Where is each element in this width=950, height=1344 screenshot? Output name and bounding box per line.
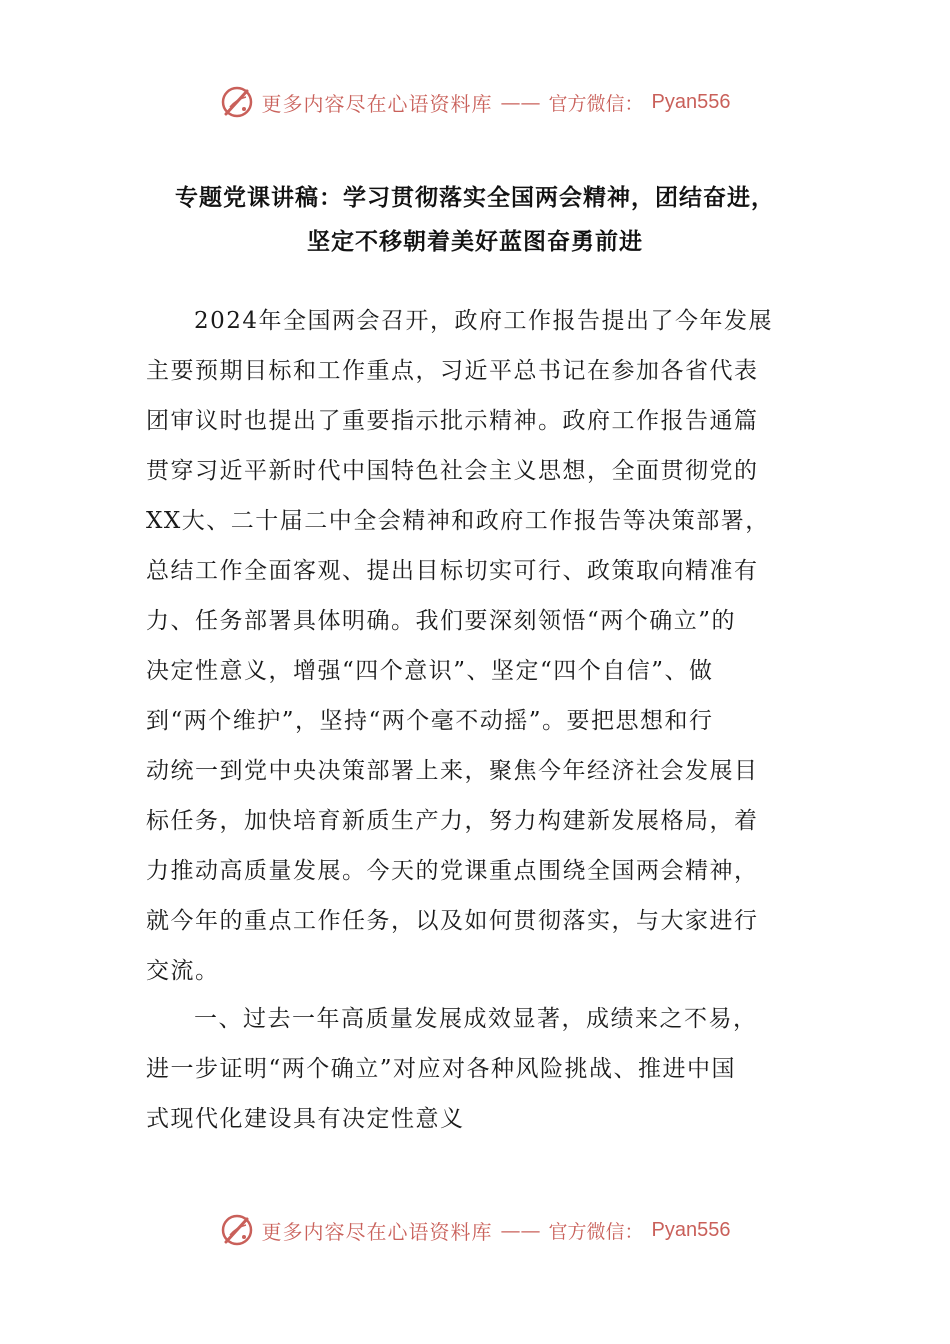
paragraph-line: 力、任务部署具体明确。我们要深刻领悟“两个确立”的 [146, 608, 737, 634]
paragraph-line: 力推动高质量发展。今天的党课重点围绕全国两会精神， [146, 858, 759, 884]
paragraph-line: 贯穿习近平新时代中国特色社会主义思想，全面贯彻党的 [146, 458, 759, 484]
paragraph-line: 标任务，加快培育新质生产力，努力构建新发展格局，着 [146, 808, 759, 834]
watermark-site-text: 更多内容尽在心语资料库 [261, 91, 493, 116]
pen-circle-logo-icon [220, 85, 254, 119]
watermark-wechat-id: Pyan556 [651, 1218, 731, 1241]
watermark-site-text: 更多内容尽在心语资料库 [261, 1219, 493, 1244]
watermark-separator: —— [500, 1218, 541, 1242]
header-watermark [0, 82, 950, 122]
paragraph-line: 2024年全国两会召开，政府工作报告提出了今年发展 [194, 308, 774, 334]
paragraph-line: XX大、二十届二中全会精神和政府工作报告等决策部署， [146, 508, 770, 534]
watermark-wechat-id: Pyan556 [651, 90, 731, 113]
paragraph-line: 式现代化建设具有决定性意义 [146, 1106, 465, 1132]
paragraph-line: 交流。 [146, 958, 220, 984]
title-line-2: 坚定不移朝着美好蓝图奋勇前进 [307, 229, 643, 255]
paragraph-line: 团审议时也提出了重要指示批示精神。政府工作报告通篇 [146, 408, 759, 434]
document-title [110, 176, 840, 264]
watermark-label: 官方微信： [548, 1220, 644, 1243]
pen-circle-logo-icon [220, 1213, 254, 1247]
paragraph-line: 一、过去一年高质量发展成效显著，成绩来之不易， [194, 1006, 758, 1032]
paragraph-line: 到“两个维护”，坚持“两个毫不动摇”。要把思想和行 [146, 708, 714, 734]
intro-paragraph [146, 296, 798, 996]
footer-watermark [0, 1210, 950, 1250]
paragraph-line: 进一步证明“两个确立”对应对各种风险挑战、推进中国 [146, 1056, 737, 1082]
paragraph-line: 主要预期目标和工作重点，习近平总书记在参加各省代表 [146, 358, 759, 384]
paragraph-line: 就今年的重点工作任务，以及如何贯彻落实，与大家进行 [146, 908, 759, 934]
watermark-label: 官方微信： [548, 92, 644, 115]
title-line-1: 专题党课讲稿：学习贯彻落实全国两会精神，团结奋进， [175, 185, 775, 211]
watermark-separator: —— [500, 90, 541, 114]
paragraph-line: 动统一到党中央决策部署上来，聚焦今年经济社会发展目 [146, 758, 759, 784]
section-one-heading [146, 994, 798, 1144]
paragraph-line: 总结工作全面客观、提出目标切实可行、政策取向精准有 [146, 558, 759, 584]
paragraph-line: 决定性意义，增强“四个意识”、坚定“四个自信”、做 [146, 658, 714, 684]
